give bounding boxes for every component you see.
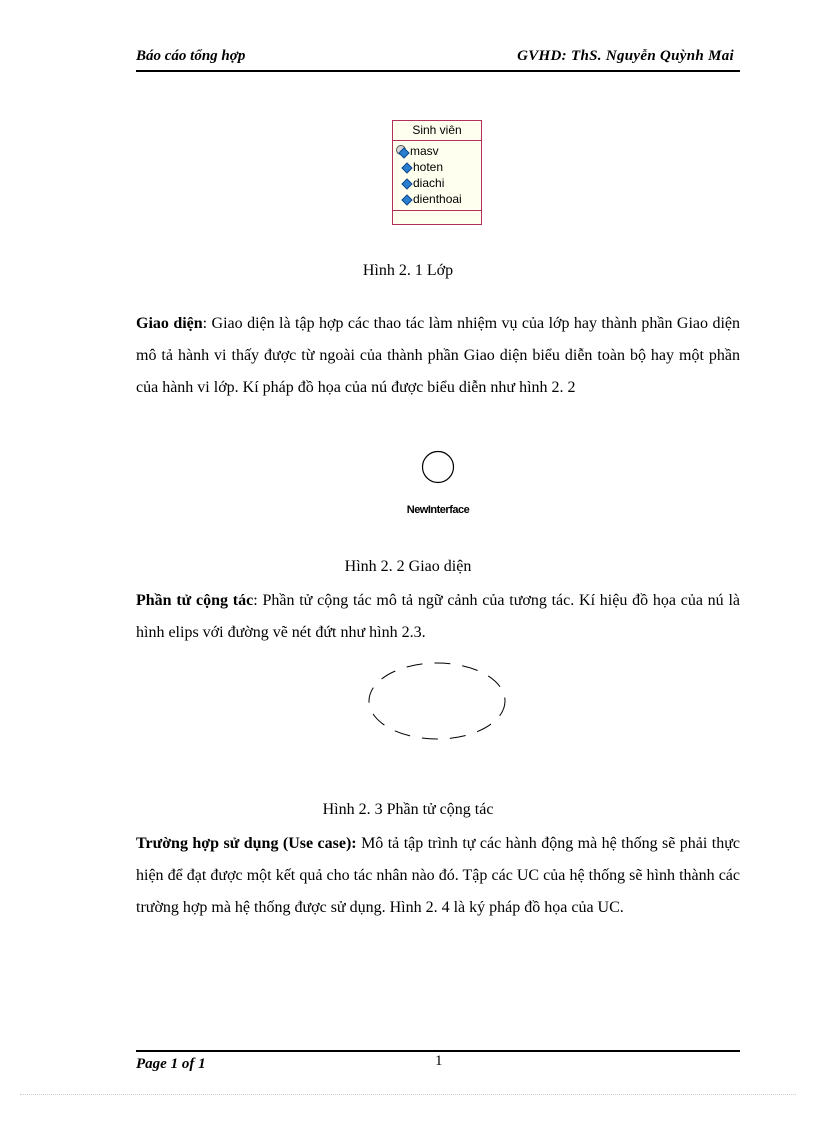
paragraph-interface [136, 308, 740, 404]
term-use-case: Trường hợp sử dụng (Use case): [136, 835, 357, 852]
interface-circle-icon [421, 450, 455, 484]
class-name: Sinh viên [393, 121, 481, 141]
paragraph-text: : Giao diện là tập hợp các thao tác làm nhiệm vụ của lớp hay thành phần Giao diện mô tả hành vi thấy được từ ngoài của thành phần Giao diện biểu diễn toàn bộ hay một phần của hành vi lớp. Kí pháp đồ họa của nú được biểu diễn như hình 2. 2 [136, 315, 741, 396]
attribute-diamond-icon [402, 177, 412, 189]
figure-caption-1: Hình 2. 1 Lớp [362, 262, 454, 279]
attribute-diamond-icon [402, 161, 412, 173]
page-header [136, 46, 740, 72]
class-attribute [393, 191, 481, 207]
collaboration-ellipse-icon [366, 658, 508, 744]
figure-caption-3: Hình 2. 3 Phần tử cộng tác [322, 801, 494, 818]
class-attribute [393, 175, 481, 191]
class-attribute [393, 143, 481, 159]
header-title: Báo cáo tổng hợp [136, 48, 246, 64]
term-collaboration: Phần tử cộng tác [136, 592, 254, 609]
figure-caption-2: Hình 2. 2 Giao diện [344, 558, 472, 575]
attribute-label: hoten [413, 160, 444, 174]
paragraph-text: : Phần tử cộng tác mô tả ngữ cảnh của tương tác. Kí hiệu đồ họa của nú là hình elips với đường vẽ nét đứt như hình 2.3. [136, 592, 740, 641]
uml-class-diagram [392, 120, 482, 225]
attribute-label: diachi [413, 176, 445, 190]
footer-page-number: 1 [435, 1053, 443, 1069]
class-attributes [393, 141, 481, 211]
attribute-diamond-icon [402, 193, 412, 205]
footer-page-info: Page 1 of 1 [136, 1056, 206, 1072]
attribute-label: masv [410, 144, 439, 158]
class-attribute [393, 159, 481, 175]
paragraph-collaboration [136, 585, 740, 649]
key-attribute-icon [396, 145, 406, 157]
page-boundary [20, 1094, 796, 1095]
header-supervisor: GVHD: ThS. Nguyễn Quỳnh Mai [517, 48, 734, 64]
attribute-label: dienthoai [413, 192, 462, 206]
paragraph-use-case [136, 828, 740, 924]
footer-divider [136, 1050, 740, 1052]
interface-label: NewInterface [406, 504, 470, 516]
term-interface: Giao diện [136, 315, 203, 332]
paragraph-text: Mô tả tập trình tự các hành động mà hệ thống sẽ phải thực hiện để đạt được một kết quả cho tác nhân nào đó. Tập các UC của hệ thống sẽ hình thành các trường hợp mà hệ thống được sử dụng. Hình 2. 4 là ký pháp đồ họa của UC. [136, 835, 741, 916]
